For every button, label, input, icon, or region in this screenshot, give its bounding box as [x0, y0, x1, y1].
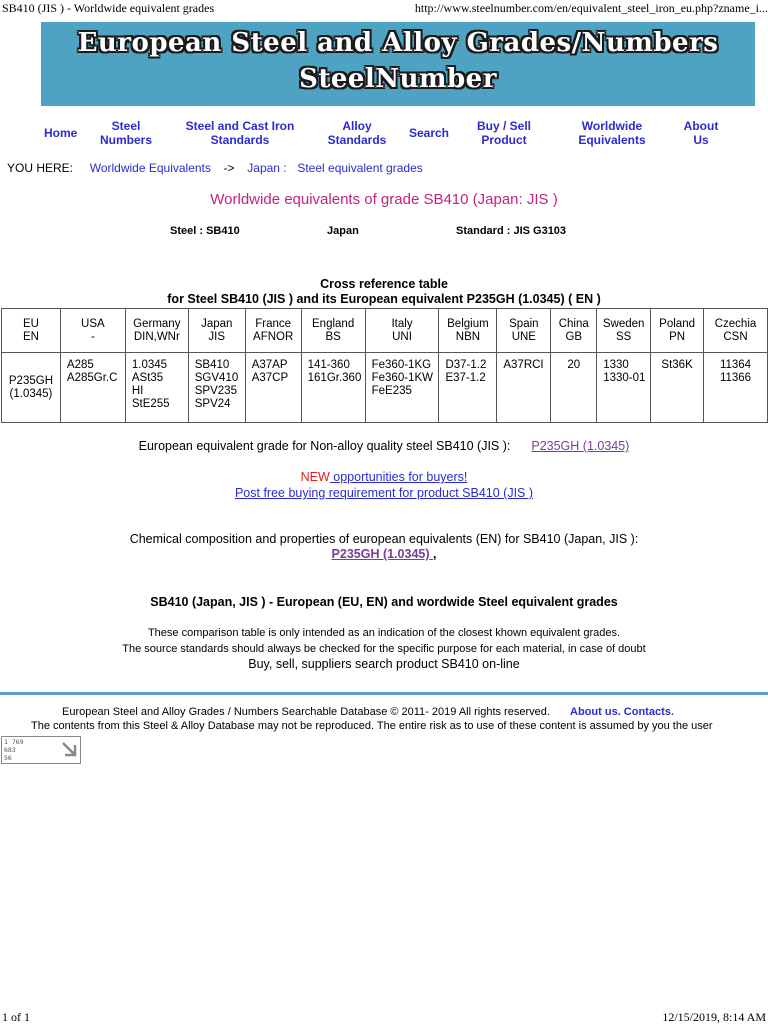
cell-eu: P235GH (1.0345): [2, 353, 61, 423]
opportunities-link[interactable]: opportunities for buyers!: [329, 470, 468, 484]
col-header-italy: Italy UNI: [365, 309, 439, 353]
print-footer: [0, 1008, 768, 1024]
col-header-spain: Spain UNE: [497, 309, 551, 353]
col-header-sweden: Sweden SS: [597, 309, 651, 353]
breadcrumb: [7, 161, 423, 175]
new-badge: NEW: [300, 470, 330, 484]
col-header-usa: USA -: [60, 309, 125, 353]
steel-standard-label: Standard : JIS G3103: [456, 225, 567, 237]
cell-china: 20: [551, 353, 597, 423]
cell-germany: 1.0345 ASt35 HI StE255: [125, 353, 188, 423]
xref-title: Cross reference table: [320, 277, 448, 291]
footer-about-link[interactable]: About us. Contacts.: [570, 706, 674, 718]
print-page-count: 1 of 1: [2, 1010, 30, 1024]
table-row: [2, 353, 768, 423]
print-date: 12/15/2019, 8:14 AM: [662, 1010, 766, 1024]
nav-buy-sell-product[interactable]: [472, 119, 536, 147]
post-requirement-line: [0, 486, 768, 500]
cell-sweden: 1330 1330-01: [597, 353, 651, 423]
col-header-poland: Poland PN: [651, 309, 704, 353]
disclaimer-line1: These comparison table is only intended as an indication of the closest khown equivalent grades.: [147, 627, 621, 639]
steel-grade-label: Steel : SB410: [170, 225, 240, 237]
nav-worldwide-line1: Worldwide: [581, 119, 643, 133]
eu-equivalent-text: European equivalent grade for Non-alloy quality steel SB410 (JIS ):: [138, 439, 511, 453]
nav-buy-sell-line1: Buy / Sell: [476, 119, 532, 133]
eu-equivalent-link[interactable]: P235GH (1.0345): [531, 439, 630, 453]
nav-about-line1: About: [683, 119, 719, 133]
steel-country-label: Japan: [327, 225, 359, 237]
cell-france: A37AP A37CP: [245, 353, 301, 423]
cell-spain: A37RCI: [497, 353, 551, 423]
banner-title: European Steel and Alloy Grades/Numbers: [77, 28, 719, 58]
nav-search-label: Search: [408, 126, 450, 140]
nav-home[interactable]: [44, 126, 76, 140]
cell-belgium: D37-1.2 E37-1.2: [439, 353, 497, 423]
cell-italy: Fe360-1KG Fe360-1KW FeE235: [365, 353, 439, 423]
footer-notice: The contents from this Steel & Alloy Database may not be reproduced. The entire risk as to use of these content is assumed by you the user: [31, 720, 713, 732]
equivalents-subtitle: SB410 (Japan, JIS ) - European (EU, EN) and wordwide Steel equivalent grades: [150, 595, 618, 609]
disclaimer-line2: The source standards should always be checked for the specific purpose for each material, in case of doubt: [122, 643, 646, 655]
col-header-germany: Germany DIN,WNr: [125, 309, 188, 353]
nav-about-us[interactable]: [680, 119, 722, 147]
nav-home-label: Home: [44, 126, 78, 140]
nav-worldwide-line2: Equivalents: [578, 133, 646, 147]
chem-link[interactable]: P235GH (1.0345): [331, 547, 433, 561]
nav-steel-numbers[interactable]: [96, 119, 156, 147]
site-banner[interactable]: [41, 22, 755, 106]
cell-japan: SB410 SGV410 SPV235 SPV24: [188, 353, 245, 423]
chem-line: [0, 547, 768, 561]
breadcrumb-japan-link[interactable]: Japan :: [247, 161, 287, 175]
col-header-czechia: Czechia CSN: [704, 309, 768, 353]
col-header-england: England BS: [301, 309, 365, 353]
nav-search[interactable]: [406, 126, 452, 140]
buyers-line: [0, 470, 768, 484]
eu-equivalent-line: [0, 439, 768, 453]
print-header: [0, 0, 768, 18]
breadcrumb-arrow: ->: [223, 161, 235, 175]
breadcrumb-current-page[interactable]: Steel equivalent grades: [297, 161, 423, 175]
col-header-france: France AFNOR: [245, 309, 301, 353]
page-title: Worldwide equivalents of grade SB410 (Japan: JIS ): [210, 191, 558, 208]
nav-worldwide-equivalents[interactable]: [572, 119, 652, 147]
breadcrumb-worldwide-link[interactable]: Worldwide Equivalents: [89, 161, 211, 175]
buy-sell-search-text: Buy, sell, suppliers search product SB410 on-line: [248, 657, 520, 671]
footer-copyright-line: [0, 706, 768, 718]
cell-usa: A285 A285Gr.C: [60, 353, 125, 423]
cross-reference-table: [1, 308, 768, 423]
post-requirement-link[interactable]: Post free buying requirement for product SB410 (JIS ): [234, 486, 534, 500]
print-url: http://www.steelnumber.com/en/equivalent_steel_iron_eu.php?zname_i...: [414, 1, 768, 15]
arrow-icon: [60, 740, 78, 758]
chem-comma: ,: [432, 547, 437, 561]
col-header-eu: EU EN: [2, 309, 61, 353]
nav-about-line2: Us: [693, 133, 709, 147]
cell-poland: St36K: [651, 353, 704, 423]
xref-subtitle: for Steel SB410 (JIS ) and its European equivalent P235GH (1.0345) ( EN ): [167, 292, 601, 306]
col-header-china: China GB: [551, 309, 597, 353]
nav-alloy-line2: Standards: [327, 133, 387, 147]
breadcrumb-you-here: YOU HERE:: [7, 161, 74, 175]
table-header-row: [2, 309, 768, 353]
visit-counter[interactable]: [1, 736, 81, 764]
nav-alloy-standards[interactable]: [326, 119, 388, 147]
nav-steel-numbers-line1: Steel: [111, 119, 141, 133]
banner-subtitle: SteelNumber: [299, 64, 497, 94]
footer-copyright: European Steel and Alloy Grades / Numbers Searchable Database © 2011- 2019 All rights reserved.: [62, 706, 550, 718]
cell-czechia: 11364 11366: [704, 353, 768, 423]
nav-cast-iron-standards[interactable]: [182, 119, 298, 147]
nav-buy-sell-line2: Product: [481, 133, 527, 147]
counter-digits: 1 769 683 56: [4, 738, 24, 762]
nav-cast-iron-line2: Standards: [210, 133, 270, 147]
footer-divider: [0, 692, 768, 695]
cell-england: 141-360 161Gr.360: [301, 353, 365, 423]
nav-alloy-line1: Alloy: [342, 119, 372, 133]
col-header-belgium: Belgium NBN: [439, 309, 497, 353]
col-header-japan: Japan JIS: [188, 309, 245, 353]
nav-steel-numbers-line2: Numbers: [99, 133, 152, 147]
chem-text: Chemical composition and properties of european equivalents (EN) for SB410 (Japan, JIS ):: [129, 532, 639, 546]
print-page-title: SB410 (JIS ) - Worldwide equivalent grades: [2, 1, 215, 15]
nav-cast-iron-line1: Steel and Cast Iron: [185, 119, 295, 133]
